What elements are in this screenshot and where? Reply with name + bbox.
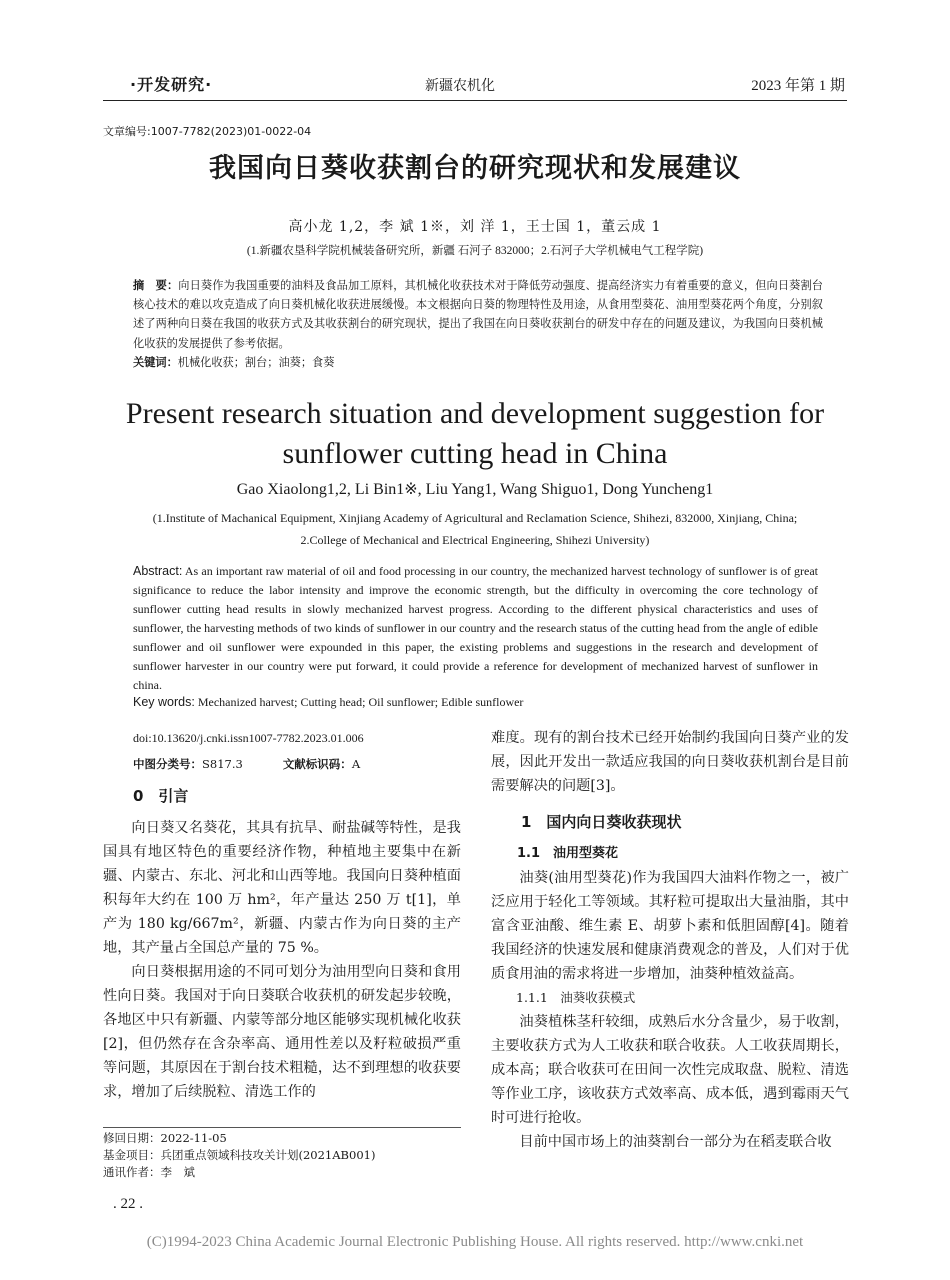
abstract-cn (133, 276, 823, 353)
paragraph: 油葵植株茎秆较细，成熟后水分含量少，易于收割，主要收获方式为人工收获和联合收获。人工收获周期长，成本高；联合收获可在田间一次性完成取盘、脱粒、清选等作业工序，该收获方式效率高、成本低，遇到霉雨天气时可进行抢收。 (491, 1014, 849, 1126)
keywords-cn-text: 机械化收获；割台；油葵；食葵 (177, 356, 335, 369)
abstract-cn-label: 摘 要： (133, 279, 179, 292)
affiliation-en-line1: (1.Institute of Machanical Equipment, Xinjiang Academy of Agricultural and Reclamation Science, Shihezi, 832000, Xinjiang, China; (152, 511, 798, 525)
footnote-received: 修回日期：2022-11-05 (103, 1131, 227, 1145)
title-cn: 我国向日葵收获割台的研究现状和发展建议 (209, 153, 741, 184)
abstract-cn-text: 向日葵作为我国重要的油料及食品加工原料，其机械化收获技术对于降低劳动强度、提高经济实力有着重要的意义，但向日葵割台核心技术的难以攻克造成了向日葵机械化收获进展缓慢。本文根据向日葵的物理特性及用途，从食用型葵花、油用型葵花两个角度，分别叙述了两种向日葵在我国的收获方式及其收获割台的研究现状，提出了我国在向日葵收获割台的研发中存在的问题及建议，为我国向日葵机械化收获的发展提供了参考依据。 (133, 279, 823, 350)
affiliation-cn: (1.新疆农垦科学院机械装备研究所，新疆 石河子 832000；2.石河子大学机械电气工程学院) (246, 245, 704, 257)
header-divider (103, 100, 847, 101)
keywords-en (133, 695, 523, 710)
body-right-column (491, 726, 849, 1154)
doc-code-label: 文献标识码： (282, 757, 352, 771)
body-left-column (103, 784, 461, 1104)
section-heading-intro: 0 引言 (133, 787, 189, 805)
copyright-notice: (C)1994-2023 China Academic Journal Electronic Publishing House. All rights reserved. http://www.cnki.net (146, 1234, 804, 1250)
doi: doi:10.13620/j.cnki.issn1007-7782.2023.01.006 (133, 731, 364, 745)
affiliation-en (0, 507, 950, 551)
abstract-en (133, 562, 818, 695)
section-heading-1-1-1: 1.1.1 油葵收获模式 (516, 990, 636, 1005)
keywords-cn (133, 354, 334, 370)
paragraph: 向日葵又名葵花，其具有抗旱、耐盐碱等特性，是我国具有地区特色的重要经济作物，种植地主要集中在新疆、内蒙古、东北、河北和山西等地。我国向日葵种植面积每年大约在 100 万 hm²，年产量达 250 万 t[1]，单产为 180 kg/667m²，新疆、内蒙古作为向日葵的主产地，其产量占全国总产量的 75 %。 (103, 820, 461, 956)
title-en-line2: sunflower cutting head in China (282, 437, 668, 470)
keywords-cn-label: 关键词： (133, 356, 178, 369)
journal-name: 新疆农机化 (425, 78, 495, 94)
article-number: 文章编号:1007-7782(2023)01-0022-04 (103, 125, 312, 138)
clc-label: 中图分类号： (133, 757, 202, 771)
keywords-en-text: Mechanized harvest; Cutting head; Oil sunflower; Edible sunflower (194, 695, 524, 709)
title-en-line1: Present research situation and development suggestion for (125, 397, 825, 430)
issue-label: 2023 年第 1 期 (751, 78, 845, 94)
abstract-en-text: As an important raw material of oil and food processing in our country, the mechanized harvest technology of sunflower is of great significance to reduce the labor intensity and improve the economic strength, but the difficulty in overcoming the core technology of sunflower cutting head results in slowly mechanized harvest progress. According to the different physical characteristics and uses of sunflower, the harvesting methods of two kinds of sunflower in our country and the research status of the cutting head from the angle of edible sunflower and oil sunflower were expounded in this paper, the existing problems and suggestions in the research and development of sunflower harvester in our country were put forward, it could provide a reference for development of mechanized harvest of sunflower in china. (133, 564, 819, 692)
section-heading-1: 1 国内向日葵收获现状 (521, 813, 682, 831)
clc-value: S817.3 (202, 757, 243, 771)
footnote-fund: 基金项目：兵团重点领域科技攻关计划(2021AB001) (103, 1148, 376, 1162)
section-label: ·开发研究· (130, 75, 213, 94)
authors-cn: 高小龙 1,2，李 斌 1※，刘 洋 1，王士国 1，董云成 1 (288, 219, 662, 235)
footnote-divider (103, 1127, 461, 1128)
paragraph: 目前中国市场上的油葵割台一部分为在稻麦联合收 (519, 1134, 832, 1150)
paragraph: 油葵(油用型葵花)作为我国四大油料作物之一，被广泛应用于轻化工等领域。其籽粒可提取出大量油脂，其中富含亚油酸、维生素 E、胡萝卜素和低胆固醇[4]。随着我国经济的快速发展和健康消费观念的普及，人们对于优质食用油的需求将进一步增加，油葵种植效益高。 (491, 870, 849, 982)
footnote-author: 通讯作者：李 斌 (103, 1165, 195, 1179)
paragraph: 向日葵根据用途的不同可划分为油用型向日葵和食用性向日葵。我国对于向日葵联合收获机的研发起步较晚，各地区中只有新疆、内蒙等部分地区能够实现机械化收获[2]，但仍然存在含杂率高、通用性差以及籽粒破损严重等问题，其原因在于割台技术粗糙，达不到理想的收获要求，增加了后续脱粒、清选工作的 (103, 964, 461, 1100)
footnotes (103, 1130, 375, 1181)
doc-code-value: A (351, 757, 361, 771)
title-en (0, 394, 950, 474)
abstract-en-label: Abstract: (133, 564, 183, 578)
keywords-en-label: Key words: (133, 695, 195, 709)
paragraph: 难度。现有的割台技术已经开始制约我国向日葵产业的发展，因此开发出一款适应我国的向日葵收获机割台是目前需要解决的问题[3]。 (491, 730, 849, 794)
page-number: . 22 . (113, 1196, 143, 1212)
section-heading-1-1: 1.1 油用型葵花 (517, 846, 619, 861)
classification (133, 756, 360, 772)
authors-en: Gao Xiaolong1,2, Li Bin1※, Liu Yang1, Wang Shiguo1, Dong Yuncheng1 (236, 481, 714, 498)
affiliation-en-line2: 2.College of Mechanical and Electrical Engineering, Shihezi University) (300, 533, 650, 547)
